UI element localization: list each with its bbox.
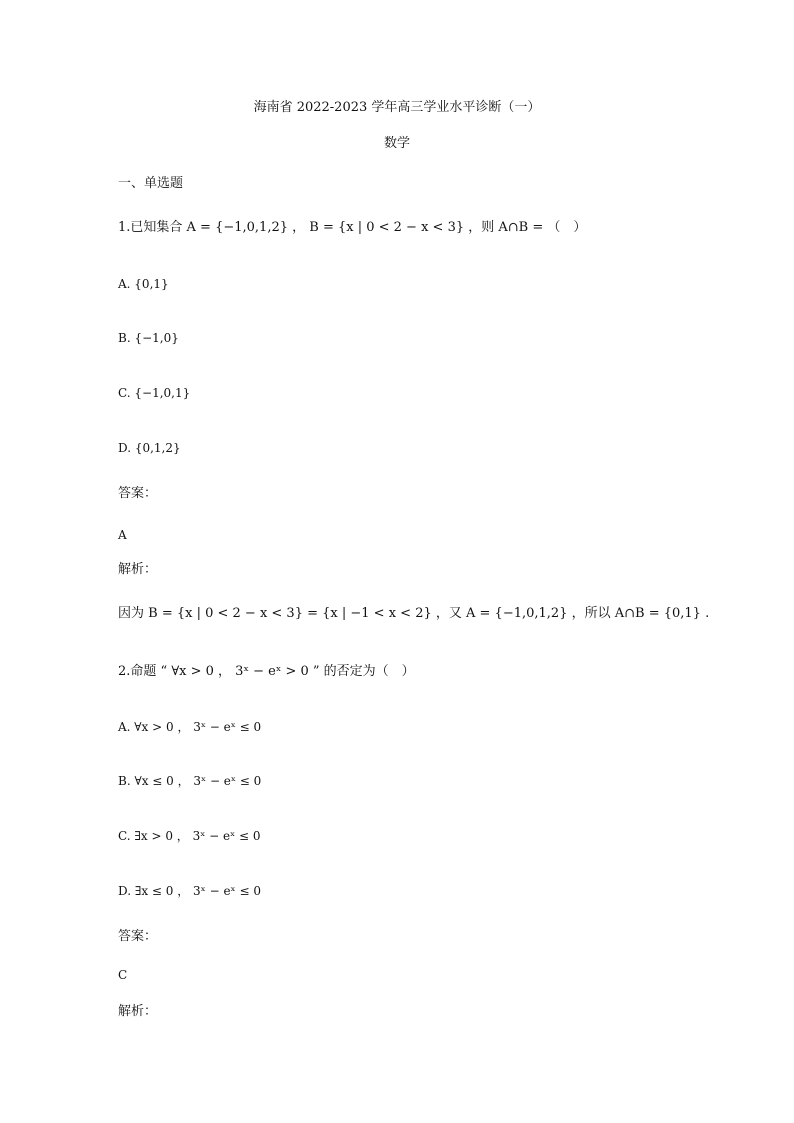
question-1-stem: 1.已知集合 A = {−1,0,1,2} ， B = {x | 0 < 2 − x < 3} ，则 A∩B = （ ） bbox=[118, 220, 587, 235]
question-2-option-b: B. ∀x ≤ 0 ， 3ˣ − eˣ ≤ 0 bbox=[118, 774, 262, 788]
question-1-analysis: 因为 B = {x | 0 < 2 − x < 3} = {x | −1 < x < 2} ，又 A = {−1,0,1,2} ，所以 A∩B = {0,1} . bbox=[118, 606, 710, 621]
question-2-option-a: A. ∀x > 0 ， 3ˣ − eˣ ≤ 0 bbox=[118, 720, 262, 734]
question-1-option-c: C. {−1,0,1} bbox=[118, 386, 191, 400]
question-2-stem: 2.命题 “ ∀x > 0 ， 3ˣ − eˣ > 0 ” 的否定为（ ） bbox=[118, 664, 415, 679]
question-1-option-d: D. {0,1,2} bbox=[118, 441, 181, 455]
question-2-option-c: C. ∃x > 0 ， 3ˣ − eˣ ≤ 0 bbox=[118, 829, 261, 843]
question-2-answer: C bbox=[118, 968, 128, 982]
section-heading: 一、单选题 bbox=[118, 176, 184, 191]
question-2-answer-label: 答案： bbox=[118, 929, 158, 944]
exam-title: 海南省 2022-2023 学年高三学业水平诊断（一） bbox=[253, 100, 541, 115]
question-1-analysis-label: 解析： bbox=[118, 562, 158, 577]
question-1-option-b: B. {−1,0} bbox=[118, 331, 179, 345]
question-1-answer-label: 答案： bbox=[118, 486, 158, 501]
question-1-answer: A bbox=[118, 528, 127, 542]
question-2-analysis-label: 解析： bbox=[118, 1004, 158, 1019]
subject-title: 数学 bbox=[383, 136, 410, 151]
question-1-option-a: A. {0,1} bbox=[118, 277, 169, 291]
question-2-option-d: D. ∃x ≤ 0 ， 3ˣ − eˣ ≤ 0 bbox=[118, 884, 261, 898]
